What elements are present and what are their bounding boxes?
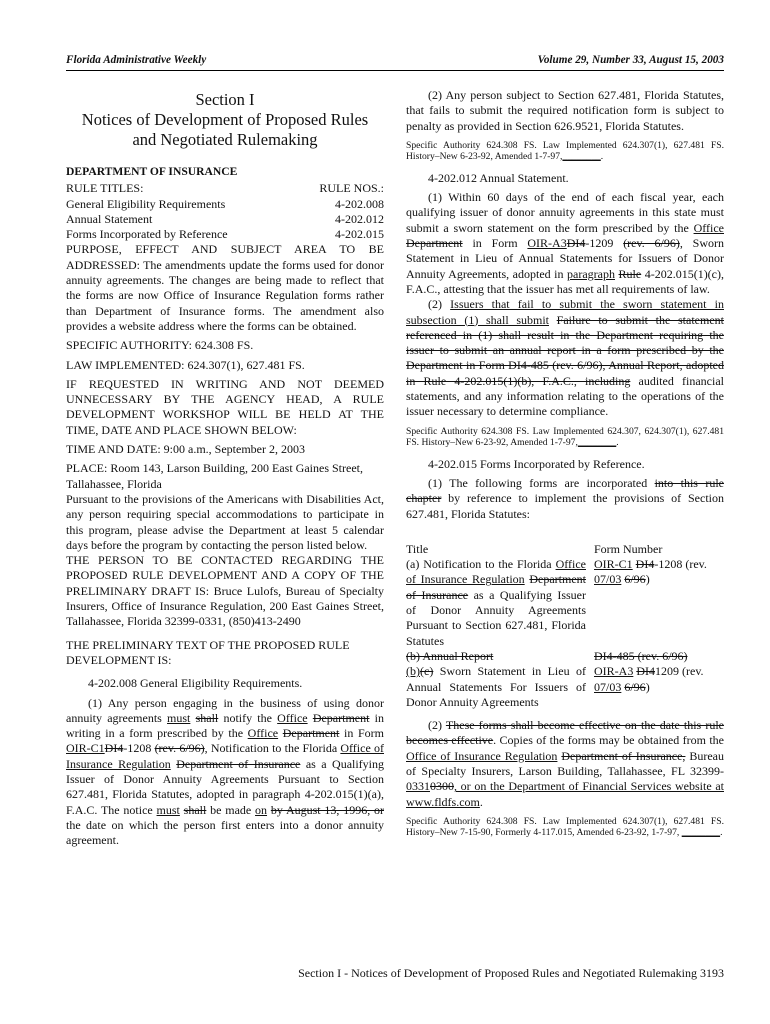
- text-run: . Copies of the forms may be obtained from the: [493, 733, 725, 748]
- text-run: (2): [428, 718, 446, 733]
- footer-text: Section I - Notices of Development of Proposed Rules and Negotiated Rulemaking: [298, 966, 697, 980]
- text-run: -1209: [585, 236, 624, 251]
- deleted-text: Department: [406, 236, 463, 251]
- deleted-text: (b) Annual Report: [406, 648, 494, 663]
- deleted-text: into this rule chapter: [406, 475, 724, 506]
- inserted-text: OIR-A3: [594, 664, 634, 679]
- form-title-cell: [406, 664, 594, 710]
- deleted-text: shall: [195, 710, 219, 725]
- form-number-cell: [594, 649, 724, 664]
- inserted-text: ________: [577, 437, 617, 449]
- deleted-text: Department: [282, 726, 340, 741]
- deleted-text: Department of Insurance: [176, 756, 301, 771]
- inserted-text: Office of Insurance Regulation: [406, 748, 558, 763]
- inserted-text: paragraph: [567, 266, 615, 281]
- section-title: Section I Notices of Development of Proposed Rules and Negotiated Rulemaking: [81, 90, 369, 149]
- text-run: (1) Within 60 days of the end of each fiscal year, each qualifying issuer of donor annuity agreements in this state must submit a sworn statement on the form prescribed by the: [406, 190, 724, 235]
- deleted-text: DI4: [635, 557, 655, 572]
- specific-authority: SPECIFIC AUTHORITY: 624.308 FS.: [66, 338, 254, 353]
- deleted-text: by August 13, 1996, or: [270, 802, 384, 817]
- text-run: as a Qualifying Issuer of Donor Annuity Agreements Pursuant to Section 627.481, Florida Statutes: [406, 587, 586, 648]
- text-run: (1) The following forms are incorporated: [428, 475, 655, 490]
- text-run: -1208 (rev.: [654, 557, 707, 572]
- inserted-text: 07/03: [594, 572, 622, 587]
- deleted-text: DI4-485 (rev. 6/96): [594, 648, 688, 663]
- inserted-text: ________: [562, 151, 601, 163]
- text-run: Specific Authority 624.308 FS. Law Implemented 624.307(1), 627.481 FS. History–New 7-15-90, Formerly 4-117.015, Amended 6-23-92, 1-7-97,: [406, 815, 724, 839]
- rule-015-history: [406, 816, 724, 839]
- text-run: 1209 (rev.: [655, 664, 704, 679]
- text-run: ): [645, 679, 650, 694]
- text-run: -1208: [123, 741, 155, 756]
- inserted-text: Office: [277, 710, 308, 725]
- page-footer: [66, 966, 724, 981]
- rule-015-paragraph-2: [406, 718, 724, 810]
- deleted-text: Department of Insurance,: [561, 748, 686, 763]
- text-run: Sworn Statement in Lieu of Annual Statements For Issuers of Donor Annuity Agreements: [406, 664, 586, 709]
- inserted-text: on: [255, 802, 268, 817]
- text-run: audited financial statements, and any information relating to the operations of the issuer necessary to determine compliance.: [406, 373, 724, 419]
- rule-012-paragraph-2: [406, 297, 724, 419]
- rule-008-heading: 4-202.008 General Eligibility Requirements.: [88, 676, 303, 691]
- deleted-text: (rev. 6/96): [154, 741, 205, 756]
- issue-info: Volume 29, Number 33, August 15, 2003: [537, 54, 724, 66]
- text-run: Specific Authority 624.308 FS. Law Implemented 624.307(1), 627.481 FS. History–New 6-23-92, Amended 1-7-97,: [406, 139, 724, 163]
- text-run: (a) Notification to the Florida: [406, 557, 556, 572]
- deleted-text: (c): [420, 664, 434, 679]
- page-header: [66, 54, 724, 71]
- inserted-text: must: [156, 802, 180, 817]
- inserted-text: OIR-A3: [527, 236, 567, 251]
- form-title-cell: [406, 649, 594, 664]
- deleted-text: shall: [183, 802, 207, 817]
- inserted-text: OIR-C1: [66, 741, 105, 756]
- text-run: as a Qualifying Issuer of Donor Annuity Agreements Pursuant to Section 627.481, Florida Statutes, adopted in paragraph 4-202.015(1)(a), F.A.C. The notice: [66, 756, 385, 817]
- text-run: Specific Authority 624.308 FS. Law Implemented 624.307, 624.307(1), 627.481 FS. History–New 6-23-92, Amended 1-7-97,: [406, 425, 724, 449]
- publication-title: Florida Administrative Weekly: [66, 54, 207, 66]
- rule-008-paragraph-1: [66, 696, 384, 849]
- rule-012-paragraph-1: [406, 190, 724, 297]
- text-run: .: [616, 437, 619, 449]
- text-run: .: [720, 827, 723, 839]
- rule-012-heading: 4-202.012 Annual Statement.: [428, 170, 569, 185]
- rule-titles-header: RULE TITLES: RULE NOS.:: [66, 181, 384, 196]
- text-run: , Sworn Statement in Lieu of Annual Statements for Issuers of Donor Annuity Agreements, adopted in: [406, 236, 724, 281]
- page-number: 3193: [700, 966, 724, 980]
- form-number-cell: [594, 664, 724, 710]
- text-run: in writing in a form prescribed by the: [66, 710, 384, 741]
- inserted-text: ________: [681, 827, 721, 839]
- inserted-text: Office: [693, 220, 724, 235]
- deleted-text: 6/96: [624, 679, 646, 694]
- deleted-text: Rule: [618, 266, 642, 281]
- purpose-paragraph: PURPOSE, EFFECT AND SUBJECT AREA TO BE ADDRESSED: The amendments update the forms used for donor annuity agreements. The changes are being made to reflect that the forms are now Office of Insurance Regulation forms rather than Department of Insurance forms. The amendment also provides a website address where the forms can be obtained.: [66, 242, 384, 333]
- deleted-text: DI4: [566, 236, 586, 251]
- rule-008-paragraph-2: (2) Any person subject to Section 627.481, Florida Statutes, that fails to submit the required notification form is subject to penalty as provided in Section 626.9521, Florida Statutes.: [406, 88, 724, 133]
- text-run: by reference to implement the provisions of Section 627.481, Florida Statutes:: [406, 491, 724, 521]
- text-run: .: [479, 794, 483, 809]
- text-run: , Notification to the Florida: [204, 741, 341, 756]
- column-header-form-number: Form Number: [594, 541, 663, 556]
- rule-008-history: [406, 140, 724, 163]
- rule-row: Forms Incorporated by Reference 4-202.015: [66, 227, 384, 242]
- form-number-cell: [594, 557, 724, 649]
- contact-paragraph: THE PERSON TO BE CONTACTED REGARDING THE PROPOSED RULE DEVELOPMENT AND A COPY OF THE PRELIMINARY DRAFT IS: Bruce Lulofs, Bureau of Specialty Insurers, Office of Insurance Regulation, 200 East Gaines Street, Tallahassee, Florida 32399-0331, (850)413-2490: [66, 553, 384, 629]
- time-date: TIME AND DATE: 9:00 a.m., September 2, 2003: [66, 442, 305, 457]
- rule-row: Annual Statement 4-202.012: [66, 211, 384, 226]
- form-title-cell: [406, 557, 594, 649]
- deleted-text: (rev. 6/96): [623, 236, 680, 251]
- inserted-text: OIR-C1: [594, 557, 633, 572]
- text-run: (1) Any person engaging in the business of using donor annuity agreements: [66, 695, 384, 725]
- department-heading: DEPARTMENT OF INSURANCE: [66, 165, 238, 178]
- text-run: in Form: [339, 726, 384, 741]
- inserted-text: (b): [406, 664, 420, 679]
- rule-015-paragraph-1: [406, 476, 724, 522]
- text-run: Bureau of Specialty Insurers, Larson Building, Tallahassee, FL 32399-: [406, 748, 724, 778]
- deleted-text: Failure to submit the statement referenced in (1) shall result in the Department requiring the issuer to submit an annual report in a form prescribed by the Department in Form DI4-485 (rev. 6/96), Annual Report, adopted in Rule 4-202.015(1)(b), F.A.C., including: [406, 312, 724, 388]
- inserted-text: Office of Insurance Regulation: [66, 741, 384, 771]
- deleted-text: DI4: [636, 664, 655, 679]
- text-run: 4-202.015(1)(c), F.A.C., attesting that the issuer has met all requirements of law.: [406, 266, 725, 296]
- forms-table: [406, 542, 724, 710]
- column-header-title: Title: [406, 541, 429, 556]
- workshop-notice: IF REQUESTED IN WRITING AND NOT DEEMED UNNECESSARY BY THE AGENCY HEAD, A RULE DEVELOPMENT WORKSHOP WILL BE HELD AT THE TIME, DATE AND PLACE SHOWN BELOW:: [66, 376, 384, 437]
- preliminary-text-label: THE PRELIMINARY TEXT OF THE PROPOSED RULE DEVELOPMENT IS:: [66, 637, 350, 667]
- table-row: [406, 557, 724, 649]
- deleted-text: Department of Insurance: [406, 572, 587, 602]
- text-run: notify the: [218, 710, 278, 725]
- forms-table-header: [406, 542, 724, 557]
- deleted-text: 6/96: [624, 572, 646, 587]
- law-implemented: LAW IMPLEMENTED: 624.307(1), 627.481 FS.: [66, 357, 305, 372]
- inserted-text: 0331: [406, 779, 430, 794]
- place: PLACE: Room 143, Larson Building, 200 East Gaines Street, Tallahassee, Florida: [66, 461, 363, 491]
- text-run: be made: [206, 802, 256, 817]
- right-column: [406, 88, 724, 839]
- rule-row: General Eligibility Requirements 4-202.008: [66, 196, 384, 211]
- text-run: (2): [428, 297, 451, 312]
- text-run: the date on which the person first enters into a donor annuity agreement.: [66, 817, 384, 848]
- left-column: [66, 88, 384, 848]
- inserted-text: must: [167, 710, 191, 725]
- deleted-text: DI4: [104, 741, 124, 756]
- inserted-text: , or on the Department of Financial Services website at www.fldfs.com: [406, 779, 724, 809]
- inserted-text: Office: [247, 726, 279, 741]
- text-run: ): [645, 572, 650, 587]
- text-run: in Form: [462, 236, 528, 251]
- text-run: [549, 313, 557, 327]
- rule-012-history: [406, 426, 724, 449]
- inserted-text: Office of Insurance Regulation: [406, 557, 586, 587]
- ada-notice: Pursuant to the provisions of the Americans with Disabilities Act, any person requiring special accommodations to participate in this program, please advise the Department at least 5 calendar days before the program by contacting the person listed below.: [66, 491, 384, 552]
- deleted-text: Department: [312, 710, 370, 725]
- deleted-text: 0300: [430, 779, 454, 794]
- text-run: .: [600, 151, 604, 163]
- rule-015-heading: 4-202.015 Forms Incorporated by Reference.: [428, 456, 645, 471]
- deleted-text: These forms shall become effective on the date this rule becomes effective: [406, 718, 725, 748]
- table-row: [406, 664, 724, 710]
- table-row: [406, 649, 724, 664]
- inserted-text: Issuers that fail to submit the sworn statement in subsection (1) shall submit: [406, 297, 724, 327]
- inserted-text: 07/03: [594, 679, 622, 694]
